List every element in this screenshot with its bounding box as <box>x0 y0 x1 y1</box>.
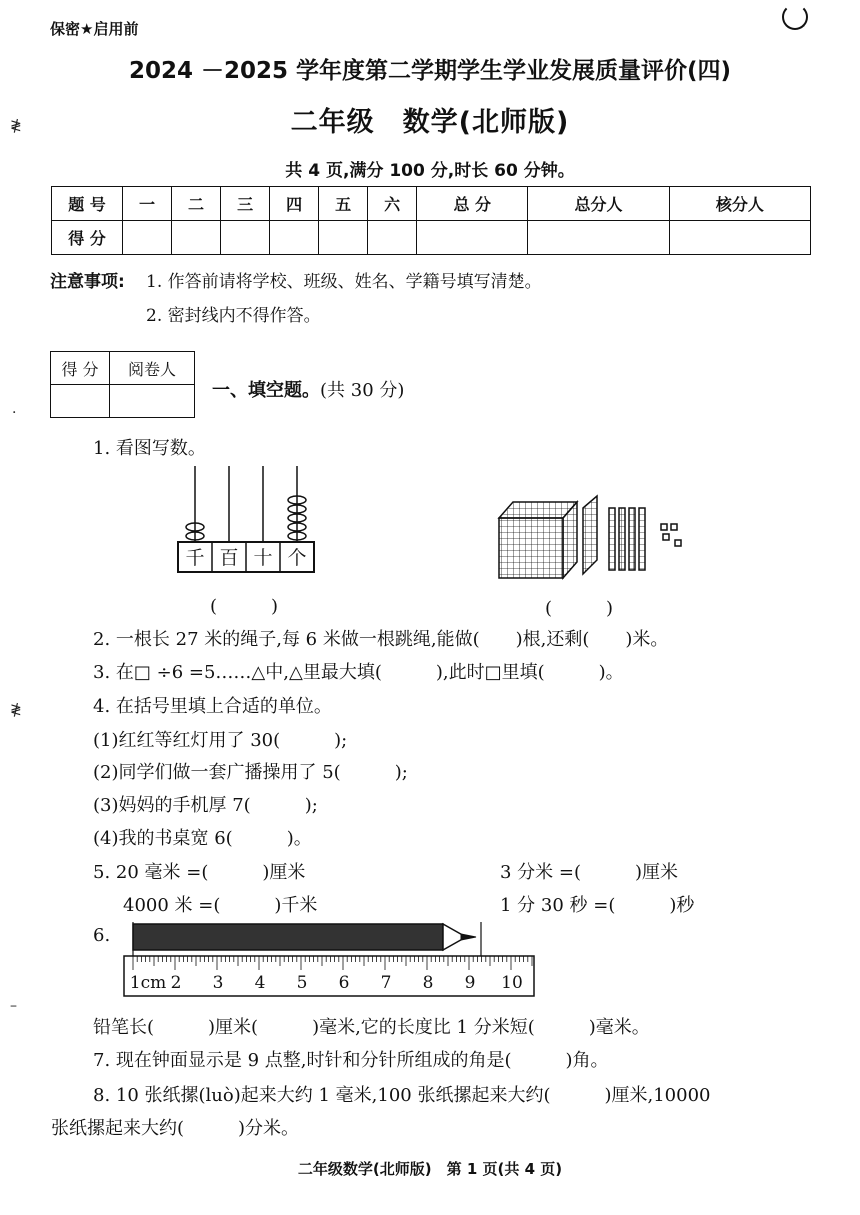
ruler-label: 6 <box>338 973 350 993</box>
ten-rod <box>639 508 645 570</box>
ruler-label: 3 <box>212 973 224 993</box>
score-table-header-row <box>52 187 811 221</box>
binding-margin-mark: ≹ <box>10 702 22 718</box>
pencil-lead <box>461 934 476 940</box>
grader-reviewer-input[interactable] <box>110 385 195 418</box>
base-ten-blocks-figure <box>495 490 695 582</box>
question-8-line2: 张纸摞起来大约( )分米。 <box>51 1118 300 1139</box>
grader-score-label: 得 分 <box>51 352 110 385</box>
answer-blank[interactable]: ( ) <box>545 598 614 619</box>
score-cell: 一 <box>123 187 172 221</box>
question-8-line1: 8. 10 张纸摞(luò)起来大约 1 毫米,100 张纸摞起来大约( )厘米,10000 <box>93 1085 711 1106</box>
section-points: (共 30 分) <box>320 380 405 401</box>
score-cell: 六 <box>368 187 417 221</box>
score-input-cell[interactable] <box>528 221 669 255</box>
hundred-flat <box>583 496 597 574</box>
score-input-cell[interactable] <box>123 221 172 255</box>
unit-cube <box>661 524 667 530</box>
binding-margin-mark: ≹ <box>10 118 22 134</box>
ruler-label: 7 <box>380 973 392 993</box>
score-input-cell[interactable] <box>669 221 810 255</box>
grader-box <box>50 351 195 418</box>
score-cell: 得 分 <box>52 221 123 255</box>
section-title-text: 一、填空题。 <box>212 380 320 401</box>
score-cell: 五 <box>319 187 368 221</box>
question-4-item: (4)我的书桌宽 6( )。 <box>93 828 312 849</box>
ruler-label: 1cm <box>129 973 167 993</box>
question-5-item: 5. 20 毫米 =( )厘米 <box>93 862 306 883</box>
ruler-label: 5 <box>296 973 308 993</box>
score-table-score-row <box>52 221 811 255</box>
ruler-label: 9 <box>464 973 476 993</box>
score-input-cell[interactable] <box>221 221 270 255</box>
unit-cube <box>675 540 681 546</box>
exam-subtitle: 二年级 数学(北师版) <box>290 107 570 138</box>
score-cell: 二 <box>172 187 221 221</box>
grader-reviewer-label: 阅卷人 <box>110 352 195 385</box>
question-5-item: 3 分米 =( )厘米 <box>500 862 679 883</box>
score-cell: 四 <box>270 187 319 221</box>
ten-rod <box>609 508 615 570</box>
ten-rod <box>619 508 625 570</box>
thousand-cube-front <box>499 518 563 578</box>
binding-margin-mark: · <box>12 405 17 421</box>
note-item: 2. 密封线内不得作答。 <box>146 306 321 326</box>
section-title <box>212 376 404 402</box>
abacus-label: 个 <box>287 547 307 569</box>
score-input-cell[interactable] <box>270 221 319 255</box>
grader-score-input[interactable] <box>51 385 110 418</box>
score-cell: 题 号 <box>52 187 123 221</box>
question-1: 1. 看图写数。 <box>93 438 206 459</box>
ruler-label: 10 <box>501 973 523 993</box>
pencil-ruler-figure <box>118 918 538 1000</box>
question-6-number: 6. <box>93 925 111 946</box>
score-cell: 总 分 <box>417 187 528 221</box>
note-item: 1. 作答前请将学校、班级、姓名、学籍号填写清楚。 <box>146 272 542 292</box>
question-5-item: 4000 米 =( )千米 <box>123 895 318 916</box>
question-4-item: (2)同学们做一套广播操用了 5( ); <box>93 762 408 783</box>
page-corner-mark <box>782 4 808 30</box>
question-7: 7. 现在钟面显示是 9 点整,时针和分针所组成的角是( )角。 <box>93 1050 609 1071</box>
unit-cube <box>671 524 677 530</box>
answer-blank[interactable]: ( ) <box>210 596 279 617</box>
exam-info: 共 4 页,满分 100 分,时长 60 分钟。 <box>285 161 575 181</box>
score-cell: 三 <box>221 187 270 221</box>
pencil-body <box>133 924 443 950</box>
abacus-figure <box>175 460 320 575</box>
abacus-label: 千 <box>185 547 205 569</box>
score-cell: 总分人 <box>528 187 669 221</box>
ruler-label: 2 <box>170 973 182 993</box>
score-input-cell[interactable] <box>417 221 528 255</box>
ten-rod <box>629 508 635 570</box>
question-3: 3. 在□ ÷6 =5……△中,△里最大填( ),此时□里填( )。 <box>93 662 624 683</box>
abacus-label: 十 <box>253 547 273 569</box>
ruler-label: 4 <box>254 973 266 993</box>
question-4-item: (3)妈妈的手机厚 7( ); <box>93 795 318 816</box>
page-footer: 二年级数学(北师版) 第 1 页(共 4 页) <box>297 1160 563 1178</box>
question-6: 铅笔长( )厘米( )毫米,它的长度比 1 分米短( )毫米。 <box>93 1017 650 1038</box>
ruler-label: 8 <box>422 973 434 993</box>
confidential-label: 保密★启用前 <box>50 20 139 38</box>
score-table <box>51 186 811 255</box>
question-5-item: 1 分 30 秒 =( )秒 <box>500 895 695 916</box>
binding-margin-mark: – <box>10 998 17 1014</box>
score-cell: 核分人 <box>669 187 810 221</box>
score-input-cell[interactable] <box>319 221 368 255</box>
question-2: 2. 一根长 27 米的绳子,每 6 米做一根跳绳,能做( )根,还剩( )米。 <box>93 629 669 650</box>
score-input-cell[interactable] <box>368 221 417 255</box>
question-4-item: (1)红红等红灯用了 30( ); <box>93 730 348 751</box>
exam-title: 2024 －2025 学年度第二学期学生学业发展质量评价(四) <box>128 58 732 84</box>
unit-cube <box>663 534 669 540</box>
abacus-label: 百 <box>219 547 239 569</box>
notes-label: 注意事项: <box>50 272 125 292</box>
score-input-cell[interactable] <box>172 221 221 255</box>
question-4: 4. 在括号里填上合适的单位。 <box>93 696 332 717</box>
